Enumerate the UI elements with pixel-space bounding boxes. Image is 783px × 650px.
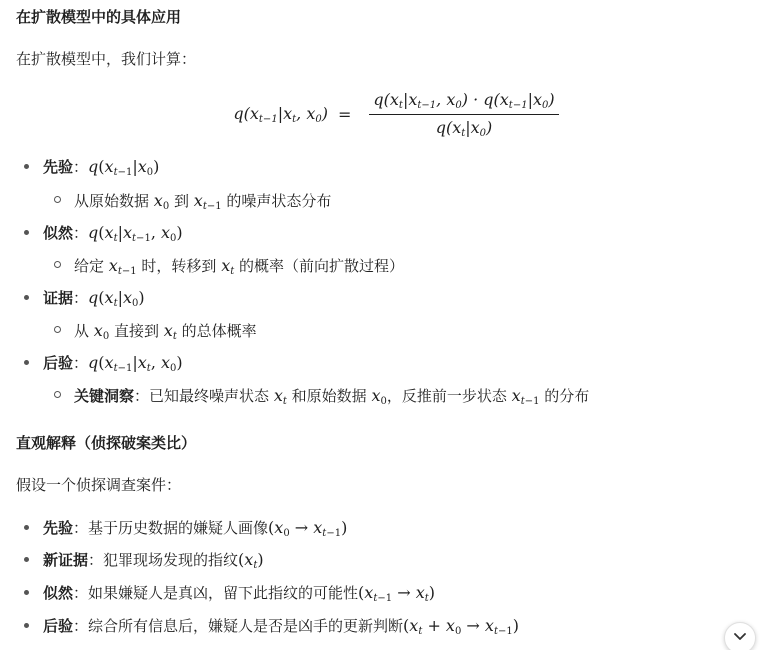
sub-item-posterior xyxy=(54,385,589,407)
bullet-dot xyxy=(24,295,29,300)
scroll-down-button[interactable] xyxy=(724,622,756,650)
formula-posterior: $q(x_{t-1}|x_t$, $x_0$) xyxy=(88,353,183,374)
analogy-formula: $(x_t + x_0 \to x_{t-1})$ xyxy=(403,616,519,637)
term-separator: ： xyxy=(73,354,89,372)
sub-math: $x_{t-1}$ xyxy=(193,191,222,212)
equation-denominator: $q(x_t|x_0)$ xyxy=(435,117,493,139)
sub-math: $x_0$ xyxy=(93,321,110,342)
equation-equals: = xyxy=(337,104,352,124)
sub-text: 从原始数据 xyxy=(74,192,150,210)
list-item-analogy-likelihood xyxy=(24,582,435,604)
bayes-equation xyxy=(16,86,776,142)
sub-text: 的分布 xyxy=(544,387,590,405)
list-item-analogy-posterior xyxy=(24,615,519,637)
sub-text: ，反推前一步状态 xyxy=(386,387,507,405)
bullet-dot xyxy=(24,230,29,235)
sub-text: 从 xyxy=(74,322,90,340)
term-separator: ： xyxy=(73,158,89,176)
list-item-analogy-evidence xyxy=(24,549,264,571)
sub-text: 给定 xyxy=(74,257,105,275)
formula-likelihood: $q(x_t|x_{t-1}$, $x_0$) xyxy=(88,223,183,244)
analogy-text: ：综合所有信息后，嫌疑人是否是凶手的更新判断 xyxy=(73,617,404,635)
bullet-circle xyxy=(54,196,61,203)
bullet-dot xyxy=(24,525,29,530)
intro-text: 假设一个侦探调查案件： xyxy=(16,476,182,494)
sub-math: $x_0$ xyxy=(371,386,387,407)
section-heading-application: 在扩散模型中的具体应用 xyxy=(16,8,182,26)
list-item-posterior xyxy=(24,352,183,374)
list-item-evidence xyxy=(24,287,145,309)
term-evidence: 证据 xyxy=(43,289,74,307)
list-item-prior xyxy=(24,156,159,178)
term-posterior: 后验 xyxy=(43,354,74,372)
analogy-term: 新证据 xyxy=(43,551,89,569)
sub-text: 到 xyxy=(173,192,189,210)
sub-text: 和原始数据 xyxy=(291,387,367,405)
analogy-formula: $(x_0 \to x_{t-1})$ xyxy=(268,518,348,539)
analogy-formula: $(x_{t-1} \to x_t)$ xyxy=(358,583,435,604)
section-heading-intuition: 直观解释（侦探破案类比） xyxy=(16,434,197,452)
analogy-text: ：如果嫌疑人是真凶，留下此指纹的可能性 xyxy=(73,584,359,602)
sub-math: $x_t$ xyxy=(221,256,235,277)
formula-evidence: $q(x_t|x_0)$ xyxy=(88,288,145,309)
sub-text: ：已知最终噪声状态 xyxy=(134,387,270,405)
bullet-circle xyxy=(54,326,61,333)
bullet-circle xyxy=(54,391,61,398)
equation-numerator: $q(x_t|x_{t-1}$, $x_0) \cdot q(x_{t-1}|x_0)$ xyxy=(369,90,558,115)
analogy-term: 后验 xyxy=(43,617,74,635)
sub-math: $x_0$ xyxy=(153,191,170,212)
bullet-dot xyxy=(24,590,29,595)
sub-math: $x_t$ xyxy=(273,386,287,407)
sub-text: 时，转移到 xyxy=(141,257,217,275)
sub-text: 的概率（前向扩散过程） xyxy=(239,257,405,275)
analogy-text: ：犯罪现场发现的指纹 xyxy=(88,551,239,569)
term-prior: 先验 xyxy=(43,158,74,176)
sub-item-evidence xyxy=(54,320,257,342)
bullet-circle xyxy=(54,261,61,268)
formula-prior: $q(x_{t-1}|x_0)$ xyxy=(88,157,160,178)
term-likelihood: 似然 xyxy=(43,224,74,242)
bullet-dot xyxy=(24,164,29,169)
term-separator: ： xyxy=(73,289,89,307)
sub-math: $x_{t-1}$ xyxy=(108,256,137,277)
analogy-term: 先验 xyxy=(43,519,74,537)
sub-text: 的总体概率 xyxy=(181,322,257,340)
sub-text: 的噪声状态分布 xyxy=(226,192,332,210)
intro-text: 在扩散模型中，我们计算： xyxy=(16,50,197,68)
sub-item-likelihood xyxy=(54,255,404,277)
sub-math: $x_t$ xyxy=(163,321,177,342)
equation-lhs: $q(x_{t-1}|x_t$, $x_0$) xyxy=(233,103,328,125)
bullet-dot xyxy=(24,360,29,365)
key-insight-label: 关键洞察 xyxy=(74,387,135,405)
sub-text: 直接到 xyxy=(113,322,159,340)
analogy-term: 似然 xyxy=(43,584,74,602)
chevron-down-icon xyxy=(733,629,747,647)
sub-math: $x_{t-1}$ xyxy=(511,386,540,407)
analogy-formula: $(x_t)$ xyxy=(238,550,264,571)
term-separator: ： xyxy=(73,224,89,242)
bullet-dot xyxy=(24,557,29,562)
list-item-likelihood xyxy=(24,222,183,244)
bullet-dot xyxy=(24,623,29,628)
list-item-analogy-prior xyxy=(24,517,347,539)
analogy-text: ：基于历史数据的嫌疑人画像 xyxy=(73,519,269,537)
sub-item-prior xyxy=(54,190,331,212)
equation-fraction xyxy=(369,90,558,139)
